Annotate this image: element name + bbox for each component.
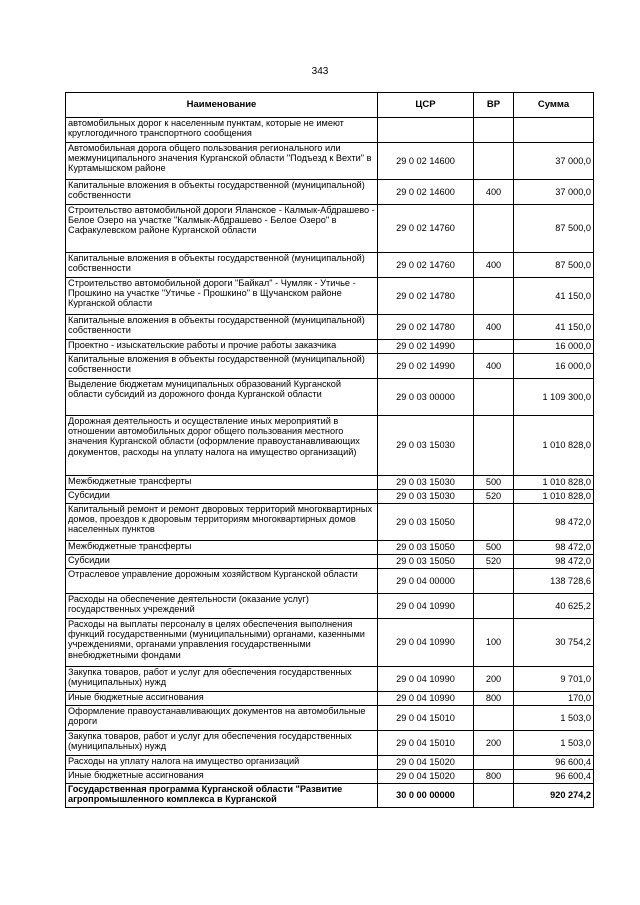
row-vr: 400 — [474, 354, 514, 379]
row-vr: 400 — [474, 315, 514, 340]
row-vr: 520 — [474, 555, 514, 569]
row-sum: 30 754,2 — [514, 619, 594, 667]
row-csr: 29 0 03 15030 — [378, 490, 474, 504]
row-vr: 400 — [474, 253, 514, 278]
row-sum: 9 701,0 — [514, 667, 594, 692]
row-vr: 200 — [474, 667, 514, 692]
row-name: Капитальные вложения в объекты государственной (муниципальной) собственности — [66, 354, 378, 379]
row-name: Капитальные вложения в объекты государственной (муниципальной) собственности — [66, 180, 378, 205]
table-row — [66, 731, 594, 756]
row-csr: 29 0 03 15030 — [378, 476, 474, 490]
row-csr: 29 0 02 14990 — [378, 354, 474, 379]
row-csr: 29 0 04 10990 — [378, 692, 474, 706]
table-row — [66, 667, 594, 692]
row-csr: 29 0 02 14990 — [378, 340, 474, 354]
row-name: Закупка товаров, работ и услуг для обеспечения государственных (муниципальных) нужд — [66, 667, 378, 692]
table-row — [66, 706, 594, 731]
row-csr: 29 0 04 10990 — [378, 619, 474, 667]
row-vr — [474, 379, 514, 416]
row-sum: 41 150,0 — [514, 315, 594, 340]
row-csr: 29 0 04 15010 — [378, 706, 474, 731]
row-csr: 29 0 03 15050 — [378, 541, 474, 555]
row-name: Дорожная деятельность и осуществление иных мероприятий в отношении автомобильных дорог общего пользования местного значения Курганской области (оформление правоустанавливающих документов, расходы на уплату налога на имущество организаций) — [66, 416, 378, 476]
header-sum: Сумма — [514, 93, 594, 118]
row-vr: 100 — [474, 619, 514, 667]
row-sum: 1 503,0 — [514, 731, 594, 756]
row-vr: 800 — [474, 770, 514, 784]
row-csr: 29 0 02 14600 — [378, 143, 474, 180]
row-csr: 29 0 04 10990 — [378, 667, 474, 692]
row-vr — [474, 340, 514, 354]
table-row — [66, 143, 594, 180]
row-vr — [474, 569, 514, 594]
header-name: Наименование — [66, 93, 378, 118]
row-name: Государственная программа Курганской области "Развитие агропромышленного комплекса в Курганской — [66, 784, 378, 808]
row-name: Иные бюджетные ассигнования — [66, 770, 378, 784]
table-header-row — [66, 93, 594, 118]
row-sum: 41 150,0 — [514, 278, 594, 315]
row-name: Капитальные вложения в объекты государственной (муниципальной) собственности — [66, 315, 378, 340]
row-sum: 87 500,0 — [514, 205, 594, 253]
row-name: Расходы на уплату налога на имущество организаций — [66, 756, 378, 770]
page-number: 343 — [311, 66, 329, 77]
table-row — [66, 253, 594, 278]
header-csr: ЦСР — [378, 93, 474, 118]
row-name: Закупка товаров, работ и услуг для обеспечения государственных (муниципальных) нужд — [66, 731, 378, 756]
table-row — [66, 504, 594, 541]
table-row — [66, 205, 594, 253]
table-row — [66, 315, 594, 340]
row-sum: 87 500,0 — [514, 253, 594, 278]
row-name: Оформление правоустанавливающих документов на автомобильные дороги — [66, 706, 378, 731]
row-name: Капитальный ремонт и ремонт дворовых территорий многоквартирных домов, проездов к дворовым территориям многоквартирных домов населенных пунктов — [66, 504, 378, 541]
row-sum: 16 000,0 — [514, 354, 594, 379]
row-vr: 520 — [474, 490, 514, 504]
row-csr: 30 0 00 00000 — [378, 784, 474, 808]
row-name: Субсидии — [66, 490, 378, 504]
row-sum: 96 600,4 — [514, 756, 594, 770]
table-row — [66, 379, 594, 416]
row-sum: 98 472,0 — [514, 555, 594, 569]
row-sum — [514, 118, 594, 143]
row-sum: 37 000,0 — [514, 143, 594, 180]
table-row — [66, 692, 594, 706]
row-vr: 500 — [474, 541, 514, 555]
table-row — [66, 569, 594, 594]
row-vr — [474, 784, 514, 808]
row-sum: 98 472,0 — [514, 504, 594, 541]
row-name: Межбюджетные трансферты — [66, 476, 378, 490]
row-name: Проектно - изыскательские работы и прочие работы заказчика — [66, 340, 378, 354]
row-name: автомобильных дорог к населенным пунктам, которые не имеют круглогодичного транспортного сообщения — [66, 118, 378, 143]
row-csr: 29 0 03 15050 — [378, 504, 474, 541]
row-sum: 40 625,2 — [514, 594, 594, 619]
row-csr: 29 0 02 14780 — [378, 278, 474, 315]
table-row — [66, 118, 594, 143]
row-csr: 29 0 04 15020 — [378, 756, 474, 770]
row-csr: 29 0 02 14760 — [378, 253, 474, 278]
row-vr — [474, 706, 514, 731]
row-sum: 16 000,0 — [514, 340, 594, 354]
row-vr: 500 — [474, 476, 514, 490]
row-vr: 400 — [474, 180, 514, 205]
row-vr — [474, 504, 514, 541]
row-sum: 98 472,0 — [514, 541, 594, 555]
row-csr — [378, 118, 474, 143]
row-csr: 29 0 04 10990 — [378, 594, 474, 619]
row-sum: 920 274,2 — [514, 784, 594, 808]
row-sum: 1 010 828,0 — [514, 416, 594, 476]
row-csr: 29 0 02 14760 — [378, 205, 474, 253]
table-row — [66, 476, 594, 490]
table-row — [66, 770, 594, 784]
row-csr: 29 0 04 15010 — [378, 731, 474, 756]
table-row — [66, 490, 594, 504]
row-name: Капитальные вложения в объекты государственной (муниципальной) собственности — [66, 253, 378, 278]
row-name: Иные бюджетные ассигнования — [66, 692, 378, 706]
table-row — [66, 784, 594, 808]
table-row — [66, 756, 594, 770]
table-row — [66, 278, 594, 315]
row-csr: 29 0 04 00000 — [378, 569, 474, 594]
row-vr — [474, 143, 514, 180]
row-vr — [474, 278, 514, 315]
row-vr — [474, 756, 514, 770]
row-name: Расходы на выплаты персоналу в целях обеспечения выполнения функций государственными (муниципальными) органами, казенными учреждениями, органами управления государственными внебюджетными фондами — [66, 619, 378, 667]
row-vr — [474, 594, 514, 619]
row-sum: 1 010 828,0 — [514, 490, 594, 504]
table-row — [66, 416, 594, 476]
row-csr: 29 0 03 15030 — [378, 416, 474, 476]
budget-table — [65, 92, 594, 808]
row-name: Строительство автомобильной дороги Яланское - Калмык-Абдрашево - Белое Озеро на участке "Калмык-Абдрашево - Белое Озеро" в Сафакулевском районе Курганской области — [66, 205, 378, 253]
row-name: Строительство автомобильной дороги "Байкал" - Чумляк - Утичье - Прошкино на участке "Утичье - Прошкино" в Щучанском районе Курганской области — [66, 278, 378, 315]
row-csr: 29 0 03 00000 — [378, 379, 474, 416]
table-row — [66, 555, 594, 569]
row-name: Отраслевое управление дорожным хозяйством Курганской области — [66, 569, 378, 594]
row-name: Межбюджетные трансферты — [66, 541, 378, 555]
row-name: Автомобильная дорога общего пользования регионального или межмуниципального значения Курганской области "Подъезд к Вехти" в Куртамышском районе — [66, 143, 378, 180]
table-row — [66, 354, 594, 379]
row-sum: 96 600,4 — [514, 770, 594, 784]
table-row — [66, 340, 594, 354]
row-csr: 29 0 03 15050 — [378, 555, 474, 569]
row-name: Выделение бюджетам муниципальных образований Курганской области субсидий из дорожного фонда Курганской области — [66, 379, 378, 416]
row-sum: 138 728,6 — [514, 569, 594, 594]
table-row — [66, 619, 594, 667]
row-sum: 170,0 — [514, 692, 594, 706]
table-body — [66, 118, 594, 808]
table-row — [66, 180, 594, 205]
row-vr: 800 — [474, 692, 514, 706]
row-name: Субсидии — [66, 555, 378, 569]
row-csr: 29 0 02 14600 — [378, 180, 474, 205]
row-sum: 37 000,0 — [514, 180, 594, 205]
row-csr: 29 0 04 15020 — [378, 770, 474, 784]
row-vr — [474, 205, 514, 253]
row-sum: 1 503,0 — [514, 706, 594, 731]
row-sum: 1 109 300,0 — [514, 379, 594, 416]
header-vr: ВР — [474, 93, 514, 118]
row-csr: 29 0 02 14780 — [378, 315, 474, 340]
row-vr: 200 — [474, 731, 514, 756]
table-row — [66, 594, 594, 619]
row-vr — [474, 416, 514, 476]
row-sum: 1 010 828,0 — [514, 476, 594, 490]
table-row — [66, 541, 594, 555]
row-vr — [474, 118, 514, 143]
row-name: Расходы на обеспечение деятельности (оказание услуг) государственных учреждений — [66, 594, 378, 619]
